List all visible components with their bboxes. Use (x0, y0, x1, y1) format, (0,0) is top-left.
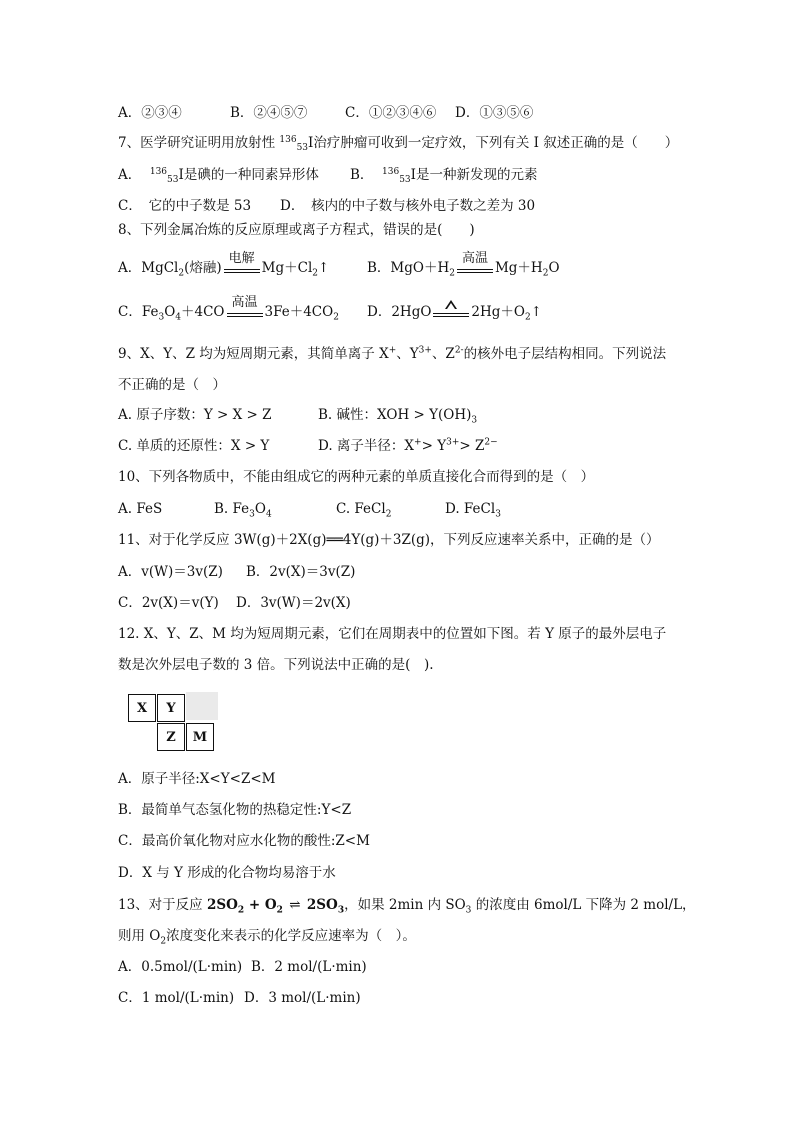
q7-option-c: C． 它的中子数是 53 (118, 198, 252, 214)
table-shading (186, 692, 218, 720)
q9-option-a: A. 原子序数：Y > X > Z (118, 407, 272, 423)
q6-option-b: B．②④⑤⑦ (230, 105, 308, 121)
q7-stem: 7、医学研究证明用放射性 $^{136}_{53}$I治疗肿瘤可收到一定疗效，下列有关 I 叙述正确的是（ ） (118, 135, 679, 153)
q9-option-d: D. 离子半径：$X^+> Y^{3+}> Z^{2-}$ (318, 437, 498, 454)
q8-option-c: C．$Fe_3O_4+4CO$ 高温 $3Fe+4CO_2$ (118, 294, 339, 323)
q7-option-b: B． $^{136}_{53}$I是一种新发现的元素 (350, 167, 538, 185)
high-temp-arrow: 高温 (457, 260, 493, 278)
q11-option-d: D．3v(W)＝2v(X) (236, 595, 351, 611)
reversible-arrow-icon: ⇌ (289, 897, 301, 913)
q12-option-b: B．最简单气态氢化物的热稳定性:Y<Z (118, 802, 352, 818)
q13-option-d: D．3 mol/(L·min) (244, 990, 361, 1006)
q12-stem-line2: 数是次外层电子数的 3 倍。下列说法中正确的是( ). (118, 657, 434, 673)
periodic-table-fragment (126, 692, 220, 752)
q10-option-c: C. FeCl$_2$ (336, 501, 392, 520)
q13-option-a: A．0.5mol/(L·min) (118, 959, 243, 975)
electrolysis-arrow: 电解 (224, 260, 260, 278)
q13-stem-line2: 则用 $O_2$浓度变化来表示的化学反应速率为（ ）。 (118, 928, 416, 947)
q11-option-c: C．2v(X)＝v(Y) (118, 595, 219, 611)
q8-option-d: D．2HgO $2Hg+O_2↑$ (367, 303, 542, 322)
q9-stem-line2: 不正确的是（ ） (118, 377, 226, 393)
q6-option-c: C．①②③④⑥ (345, 105, 437, 121)
cell-y: Y (157, 694, 185, 722)
q9-stem-line1: 9、X、Y、Z 均为短周期元素，其简单离子 X+、$Y^{3+}$、$Z^{2-}$的核外电子层结构相同。下列说法 (118, 345, 667, 362)
q7-option-d: D． 核内的中子数与核外电子数之差为 30 (280, 198, 536, 214)
q6-option-d: D．①③⑤⑥ (455, 105, 534, 121)
q10-option-a: A. FeS (118, 501, 163, 517)
q10-stem: 10、下列各物质中，不能由组成它的两种元素的单质直接化合而得到的是（ ） (118, 469, 595, 485)
q13-stem-line1: 13、对于反应 $2SO_2 + O_2$ ⇌ $2SO_3$，如果 2min 内 $SO_3$ 的浓度由 6mol/L 下降为 2 mol/L， (118, 897, 696, 916)
q8-option-a: A．MgCl$_2$(熔融) 电解 $Mg+Cl_2↑$ (118, 250, 330, 279)
q13-option-b: B．2 mol/(L·min) (251, 959, 367, 975)
q9-option-b: B. 碱性：XOH > $Y(OH)_3$ (318, 407, 478, 426)
heat-triangle-icon (433, 304, 469, 322)
q12-stem-line1: 12. X、Y、Z、M 均为短周期元素，它们在周期表中的位置如下图。若 Y 原子的最外层电子 (118, 626, 667, 642)
q13-option-c: C．1 mol/(L·min) (118, 990, 235, 1006)
q11-option-b: B．2v(X)＝3v(Z) (246, 564, 356, 580)
q8-stem: 8、下列金属冶炼的反应原理或离子方程式，错误的是( ) (118, 222, 475, 238)
cell-m: M (186, 723, 214, 751)
q10-option-d: D. FeCl$_3$ (445, 501, 501, 520)
cell-z: Z (157, 723, 185, 751)
q6-option-a: A．②③④ (118, 105, 182, 121)
q12-option-a: A．原子半径:X<Y<Z<M (118, 771, 276, 787)
q8-option-b: B．$MgO+H_2$ 高温 $Mg+H_2O$ (367, 250, 560, 279)
q11-stem: 11、对于化学反应 3W(g)＋2X(g)══4Y(g)＋3Z(g)，下列反应速率关系中，正确的是（） (118, 532, 660, 548)
q10-option-b: B. $Fe_3O_4$ (214, 501, 272, 520)
q12-option-d: D．X 与 Y 形成的化合物均易溶于水 (118, 865, 336, 881)
q11-option-a: A．v(W)＝3v(Z) (118, 564, 223, 580)
q9-option-c: C. 单质的还原性：X > Y (118, 438, 270, 454)
cell-x: X (128, 694, 156, 722)
high-temp-arrow: 高温 (227, 304, 263, 322)
q7-option-a: A． $^{136}_{53}$I是碘的一种同素异形体 (118, 167, 319, 185)
q12-option-c: C．最高价氧化物对应水化物的酸性:Z<M (118, 833, 370, 849)
